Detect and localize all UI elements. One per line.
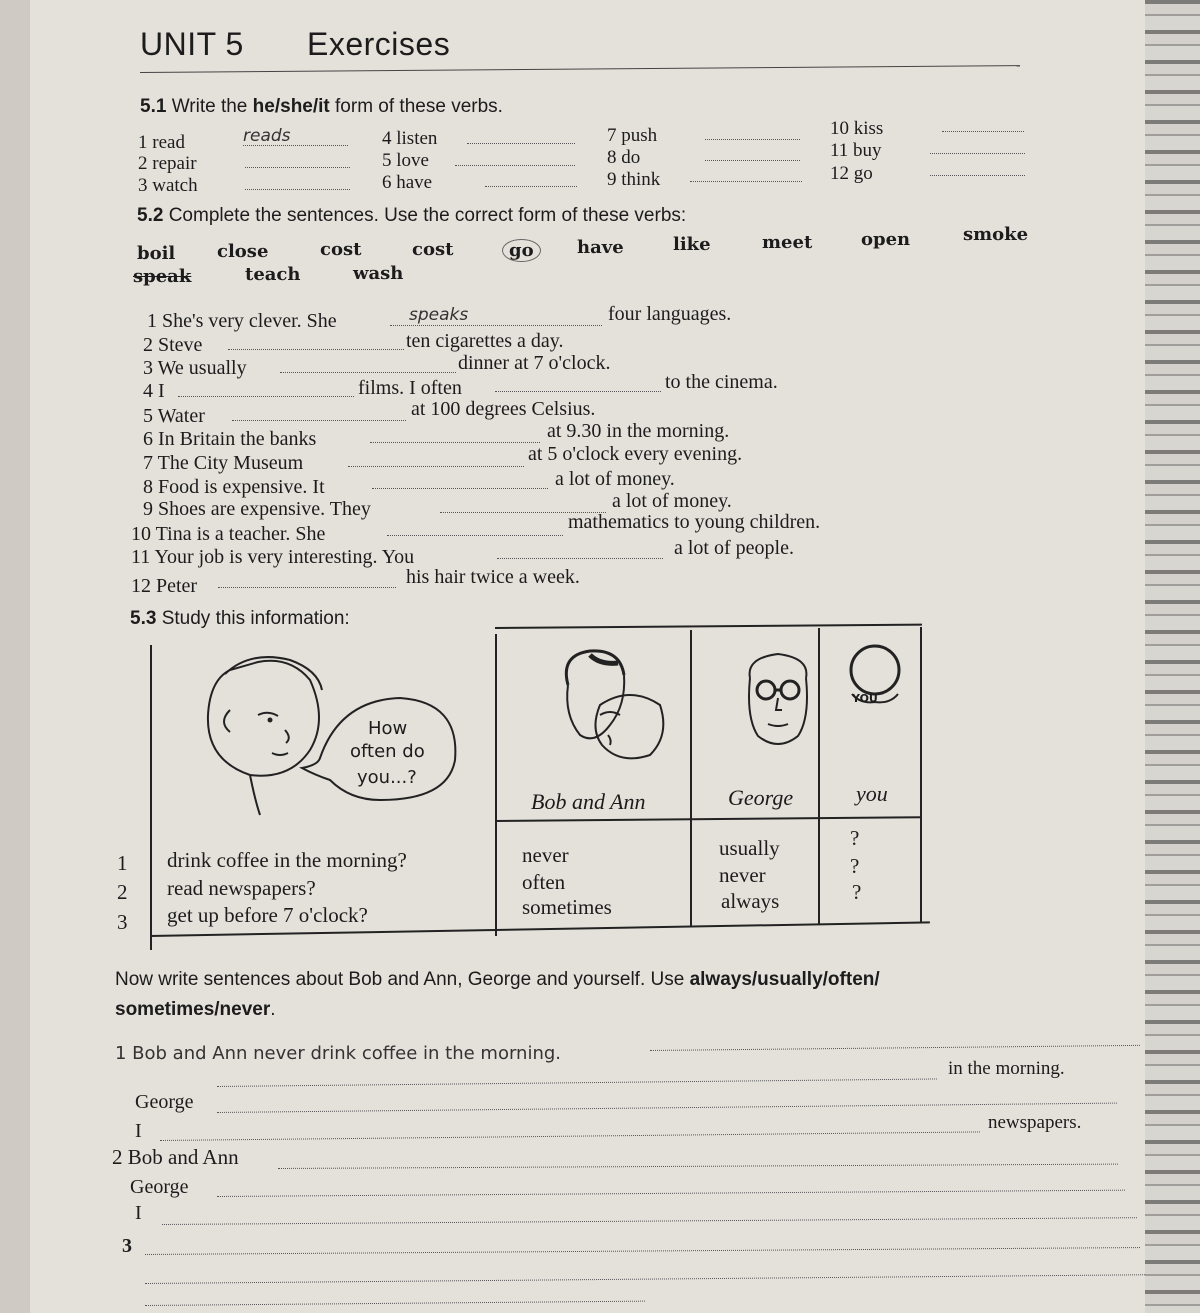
sentence-5-start: 5 Water bbox=[143, 405, 205, 427]
row-1-number: 1 bbox=[117, 851, 128, 875]
bob-and-ann-illustration bbox=[540, 645, 680, 785]
verb-2: 2 repair bbox=[138, 153, 197, 174]
sentence-6-blank[interactable] bbox=[370, 442, 540, 443]
bubble-line-1: How bbox=[368, 718, 408, 739]
row-3-question: get up before 7 o'clock? bbox=[167, 903, 368, 927]
word-close: close bbox=[217, 241, 269, 262]
row-3-george: always bbox=[721, 889, 780, 913]
word-go: go bbox=[502, 239, 541, 262]
sentence-4-blank-1[interactable] bbox=[178, 396, 354, 397]
blank-2[interactable] bbox=[245, 167, 350, 168]
row-1-question: drink coffee in the morning? bbox=[167, 848, 407, 872]
col-you: you bbox=[856, 781, 888, 806]
blank-4[interactable] bbox=[467, 143, 575, 144]
row-2-number: 2 bbox=[117, 880, 128, 904]
blank-9[interactable] bbox=[690, 181, 802, 182]
example-sentence: 1 Bob and Ann never drink coffee in the morning. bbox=[115, 1043, 562, 1064]
sentence-12-blank[interactable] bbox=[218, 587, 396, 588]
col-george: George bbox=[728, 785, 794, 810]
row-2-question: read newspapers? bbox=[167, 876, 316, 900]
sentence-9-start: 9 Shoes are expensive. They bbox=[143, 498, 371, 520]
word-meet: meet bbox=[762, 232, 813, 253]
woman-illustration bbox=[190, 650, 490, 835]
sentence-8-blank[interactable] bbox=[372, 488, 548, 489]
in-the-morning-label: in the morning. bbox=[948, 1058, 1065, 1079]
george-illustration bbox=[738, 648, 818, 758]
ex4-instruction: Now write sentences about Bob and Ann, George and yourself. Use always/usually/often/ sometimes/never. bbox=[115, 969, 880, 1020]
blank-5[interactable] bbox=[455, 165, 575, 166]
word-have: have bbox=[577, 237, 624, 258]
word-wash: wash bbox=[353, 263, 404, 284]
sentence-2-start: 2 Steve bbox=[143, 334, 203, 356]
sentence-5-blank[interactable] bbox=[232, 420, 406, 421]
word-teach: teach bbox=[245, 264, 301, 285]
row-2-label: 2 Bob and Ann bbox=[112, 1145, 239, 1169]
sentence-1-start: 1 She's very clever. She bbox=[147, 310, 337, 332]
ex2-instruction: 5.2 Complete the sentences. Use the correct form of these verbs: bbox=[137, 205, 687, 226]
table-divider-question bbox=[495, 634, 497, 936]
verb-8: 8 do bbox=[607, 147, 641, 168]
sentence-10-blank[interactable] bbox=[387, 535, 563, 536]
page-edge bbox=[1145, 0, 1200, 1313]
blank-11[interactable] bbox=[930, 153, 1025, 154]
table-divider-bob bbox=[690, 630, 692, 926]
row-1-george: usually bbox=[719, 836, 780, 860]
sentence-5-end: at 100 degrees Celsius. bbox=[411, 398, 596, 420]
verb-1: 1 read bbox=[138, 132, 185, 153]
sentence-7-end: at 5 o'clock every evening. bbox=[528, 443, 743, 465]
i-label-1: I bbox=[135, 1120, 142, 1142]
george-label-2: George bbox=[130, 1176, 189, 1198]
answer-1: reads bbox=[243, 126, 291, 146]
sentence-12-end: his hair twice a week. bbox=[406, 566, 580, 588]
sentence-2-end: ten cigarettes a day. bbox=[406, 330, 564, 352]
sentence-9-end: a lot of money. bbox=[612, 490, 732, 512]
word-open: open bbox=[861, 229, 911, 250]
sentence-4-blank-2[interactable] bbox=[495, 391, 661, 392]
sentence-1-answer: speaks bbox=[409, 305, 469, 325]
row-1-you: ? bbox=[850, 826, 860, 850]
table-left-border bbox=[150, 645, 152, 950]
verb-4: 4 listen bbox=[382, 128, 438, 149]
sentence-11-end: a lot of people. bbox=[674, 537, 794, 559]
row-3-you: ? bbox=[852, 880, 862, 904]
blank-6[interactable] bbox=[485, 186, 577, 187]
bubble-line-3: you...? bbox=[357, 767, 417, 788]
word-speak: speak bbox=[133, 266, 192, 287]
table-right-border bbox=[920, 627, 922, 923]
row-1-bob: never bbox=[522, 843, 569, 867]
unit-label: UNIT 5 bbox=[140, 26, 244, 62]
george-label-1: George bbox=[135, 1091, 194, 1113]
blank-1[interactable] bbox=[243, 145, 348, 146]
word-boil: boil bbox=[137, 243, 176, 264]
row-2-bob: often bbox=[522, 870, 566, 894]
verb-10: 10 kiss bbox=[830, 118, 884, 139]
verb-11: 11 buy bbox=[830, 140, 882, 161]
you-illustration bbox=[840, 640, 910, 720]
sentence-6-start: 6 In Britain the banks bbox=[143, 428, 317, 450]
sentence-4-start: 4 I bbox=[143, 380, 165, 402]
sentence-4-middle: films. I often bbox=[358, 377, 462, 399]
sentence-1-end: four languages. bbox=[608, 303, 732, 325]
word-cost-1: cost bbox=[320, 239, 362, 260]
sentence-7-blank[interactable] bbox=[348, 466, 524, 467]
sentence-8-start: 8 Food is expensive. It bbox=[143, 476, 325, 498]
bubble-line-2: often do bbox=[350, 741, 425, 762]
sentence-2-blank[interactable] bbox=[228, 349, 404, 350]
sentence-3-end: dinner at 7 o'clock. bbox=[458, 352, 611, 374]
verb-6: 6 have bbox=[382, 172, 433, 193]
table-divider-george bbox=[818, 628, 820, 924]
sentence-10-start: 10 Tina is a teacher. She bbox=[131, 523, 326, 545]
newspapers-label: newspapers. bbox=[988, 1112, 1082, 1133]
blank-12[interactable] bbox=[930, 175, 1025, 176]
verb-7: 7 push bbox=[607, 125, 658, 146]
i-label-2: I bbox=[135, 1202, 142, 1224]
word-like: like bbox=[673, 234, 711, 255]
verb-9: 9 think bbox=[607, 169, 661, 190]
word-smoke: smoke bbox=[963, 224, 1029, 245]
ex3-instruction: 5.3 Study this information: bbox=[130, 608, 350, 629]
blank-7[interactable] bbox=[705, 139, 800, 140]
sentence-11-start: 11 Your job is very interesting. You bbox=[131, 546, 415, 568]
row-2-you: ? bbox=[850, 854, 860, 878]
page-title: Exercises bbox=[307, 26, 451, 62]
sentence-4-end: to the cinema. bbox=[665, 371, 778, 393]
row-2-george: never bbox=[719, 863, 766, 887]
row-3-label: 3 bbox=[122, 1235, 132, 1257]
sentence-11-blank[interactable] bbox=[497, 558, 663, 559]
sentence-3-blank[interactable] bbox=[280, 372, 456, 373]
sentence-12-start: 12 Peter bbox=[131, 575, 198, 597]
sentence-7-start: 7 The City Museum bbox=[143, 452, 304, 474]
sentence-6-end: at 9.30 in the morning. bbox=[547, 420, 730, 442]
blank-10[interactable] bbox=[942, 131, 1024, 132]
sentence-1-blank[interactable] bbox=[390, 325, 602, 326]
verb-3: 3 watch bbox=[138, 175, 198, 196]
blank-3[interactable] bbox=[245, 189, 350, 190]
row-3-number: 3 bbox=[117, 910, 128, 934]
verb-12: 12 go bbox=[830, 163, 873, 184]
col-bob-and-ann: Bob and Ann bbox=[531, 789, 646, 814]
sentence-8-end: a lot of money. bbox=[555, 468, 675, 490]
blank-8[interactable] bbox=[705, 160, 800, 161]
verb-5: 5 love bbox=[382, 150, 429, 171]
sentence-3-start: 3 We usually bbox=[143, 357, 247, 379]
ex1-instruction: 5.1 Write the he/she/it form of these verbs. bbox=[140, 96, 503, 117]
word-cost-2: cost bbox=[412, 239, 454, 260]
row-3-bob: sometimes bbox=[522, 895, 612, 919]
you-badge: YOU bbox=[852, 692, 878, 705]
sentence-10-end: mathematics to young children. bbox=[568, 511, 821, 533]
